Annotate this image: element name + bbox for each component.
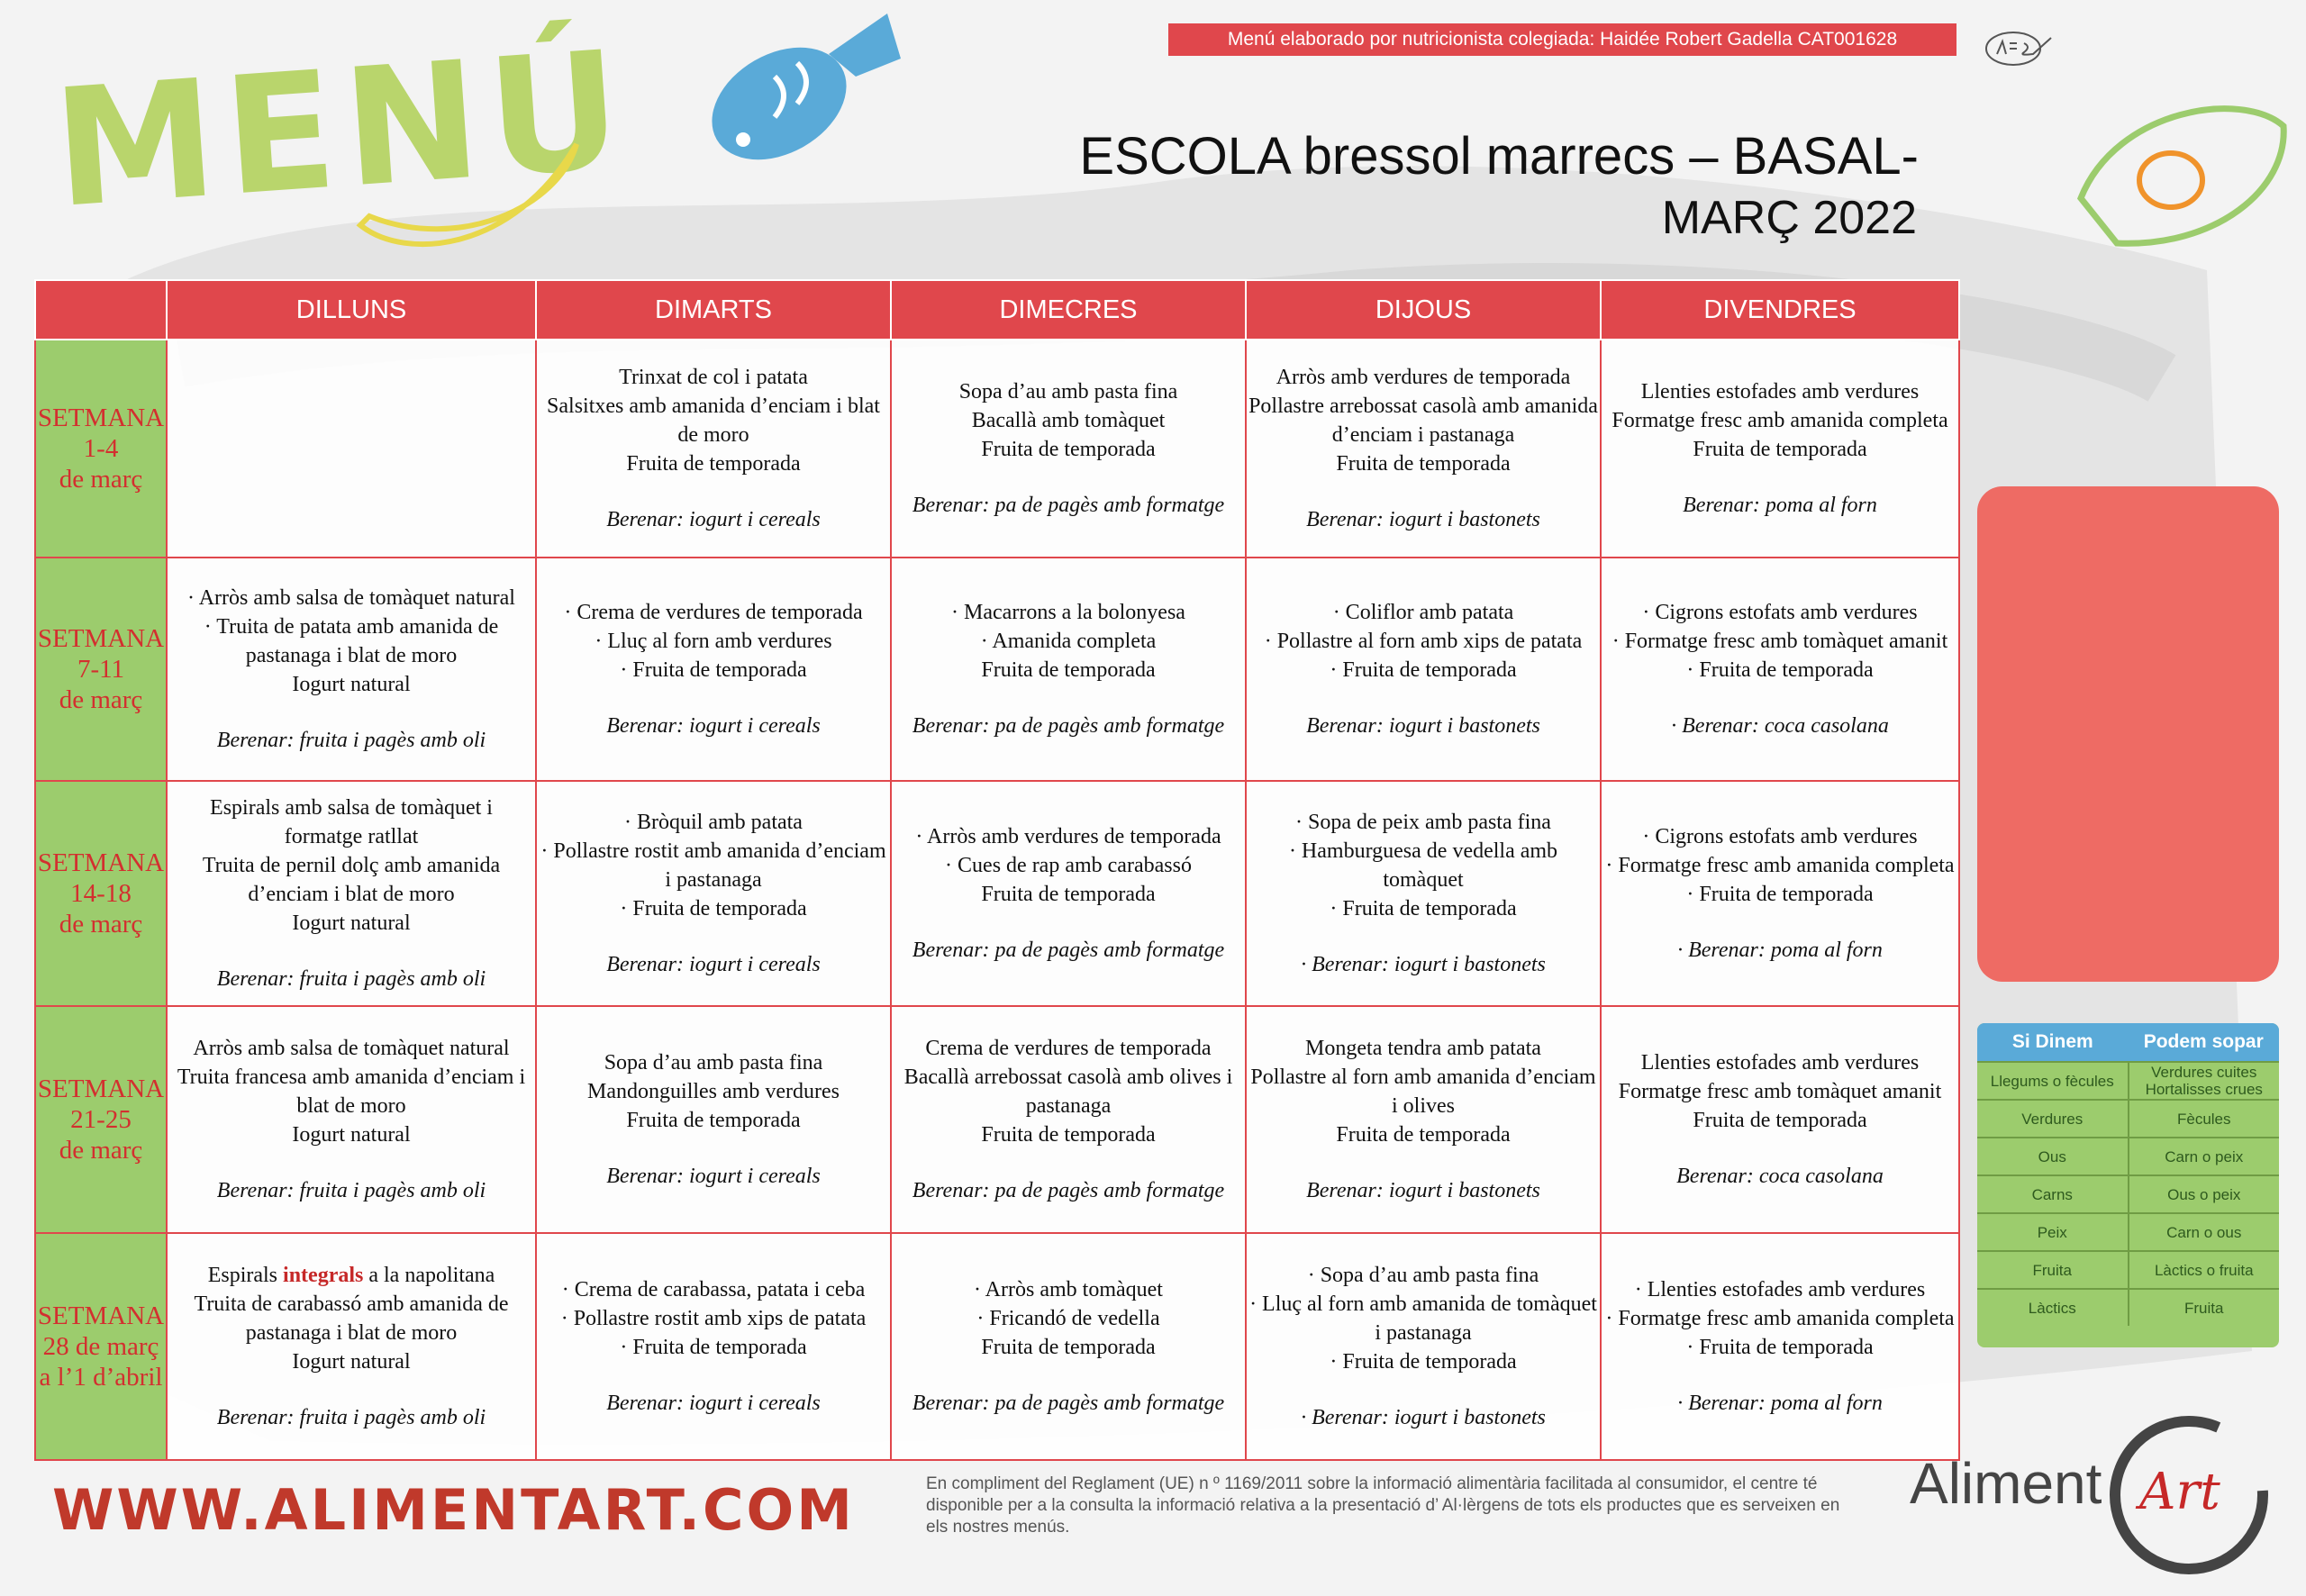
dish-line: · Amanida completa bbox=[980, 630, 1157, 653]
menu-cell bbox=[891, 558, 1246, 781]
week-label bbox=[35, 340, 167, 558]
dish-line: Fruita de temporada bbox=[1336, 452, 1511, 476]
snack-line: Berenar: iogurt i cereals bbox=[606, 1392, 821, 1415]
snack-line: Berenar: iogurt i cereals bbox=[606, 714, 821, 738]
dish-line: Fruita de temporada bbox=[981, 1336, 1156, 1359]
legend-row bbox=[1977, 1062, 2279, 1100]
dish-line: Fruita de temporada bbox=[1693, 438, 1867, 461]
dish-line: Llenties estofades amb verdures bbox=[1640, 380, 1920, 404]
dish-line: · Sopa de peix amb pasta fina bbox=[1295, 811, 1551, 834]
menu-cell bbox=[1601, 781, 1959, 1006]
menu-cell bbox=[167, 340, 536, 558]
snack-line: Berenar: pa de pagès amb formatge bbox=[912, 1179, 1225, 1202]
menu-cell bbox=[891, 340, 1246, 558]
dish-line: Mandonguilles amb verdures bbox=[587, 1080, 840, 1103]
menu-cell bbox=[891, 1006, 1246, 1233]
menu-logo: MENÚ bbox=[48, 15, 636, 245]
snack-line: Berenar: iogurt i cereals bbox=[606, 508, 821, 531]
dish-line: Fruita de temporada bbox=[626, 1109, 801, 1132]
dish-line: Fruita de temporada bbox=[981, 1123, 1156, 1147]
dish-line: Llenties estofades amb verdures bbox=[1640, 1051, 1920, 1075]
dish-line: · Arròs amb verdures de temporada bbox=[915, 825, 1221, 848]
menu-cell bbox=[1601, 1233, 1959, 1460]
page-title: ESCOLA bressol marrecs – BASAL- bbox=[1079, 127, 1919, 186]
week-label bbox=[35, 558, 167, 781]
dish-line: · Cigrons estofats amb verdures bbox=[1642, 825, 1918, 848]
dish-line: Fruita de temporada bbox=[1336, 1123, 1511, 1147]
snack-line: Berenar: iogurt i bastonets bbox=[1306, 508, 1540, 531]
allergen-legal-notice: En compliment del Reglament (UE) n º 1169/2011 sobre la informació alimentària facilitada al consumidor, el centre té disponible per a la consulta la informació relativa a la presentació d’ Al·lèrgens de tots els productes que es serveixen en els nostres menús. bbox=[926, 1474, 1840, 1537]
menu-cell bbox=[536, 781, 891, 1006]
header-corner bbox=[35, 280, 167, 340]
dish-line: Pollastre arrebossat casolà amb amanida d’enciam i pastanaga bbox=[1248, 394, 1598, 447]
legend-lunch-item: Verdures bbox=[1977, 1100, 2129, 1138]
dish-line: · Truita de patata amb amanida de pastanaga i blat de moro bbox=[204, 615, 499, 667]
dish-line: · Sopa d’au amb pasta fina bbox=[1307, 1264, 1539, 1287]
legend-dinner-item: Ous o peix bbox=[2129, 1175, 2280, 1213]
menu-cell bbox=[1246, 340, 1601, 558]
week-label bbox=[35, 1233, 167, 1460]
dish-line: · Fruita de temporada bbox=[1686, 883, 1874, 906]
dish-line: · Llenties estofades amb verdures bbox=[1634, 1278, 1926, 1301]
legend-header-lunch: Si Dinem bbox=[1977, 1023, 2129, 1062]
dish-line: · Crema de verdures de temporada bbox=[564, 601, 863, 624]
snack-line: Berenar: pa de pagès amb formatge bbox=[912, 1392, 1225, 1415]
week-label-line: SETMANA bbox=[37, 1301, 165, 1330]
dish-line: · Pollastre al forn amb xips de patata bbox=[1264, 630, 1583, 653]
week-row bbox=[35, 558, 1959, 781]
dish-line: · Fruita de temporada bbox=[620, 897, 807, 920]
legend-lunch-item: Llegums o fècules bbox=[1977, 1062, 2129, 1100]
week-label-line: de març bbox=[59, 685, 143, 714]
dish-line: · Bròquil amb patata bbox=[624, 811, 803, 834]
dish-line: Fruita de temporada bbox=[981, 438, 1156, 461]
dish-line: Iogurt natural bbox=[292, 673, 411, 696]
dish-line: · Fruita de temporada bbox=[1330, 1350, 1517, 1374]
legend-dinner-item: Carn o peix bbox=[2129, 1138, 2280, 1175]
day-header: DILLUNS bbox=[167, 280, 536, 340]
dish-line: · Cigrons estofats amb verdures bbox=[1642, 601, 1918, 624]
meal-pairing-legend bbox=[1977, 1023, 2279, 1347]
dish-line bbox=[169, 1261, 533, 1290]
menu-cell bbox=[536, 558, 891, 781]
dish-line: Formatge fresc amb amanida completa bbox=[1611, 409, 1948, 432]
week-label-line: 1-4 bbox=[83, 434, 119, 463]
menu-cell bbox=[1246, 1006, 1601, 1233]
menu-cell bbox=[1601, 340, 1959, 558]
week-label-line: de març bbox=[59, 910, 143, 939]
snack-line: · Berenar: poma al forn bbox=[1677, 1392, 1883, 1415]
snack-line: Berenar: fruita i pagès amb oli bbox=[216, 967, 486, 991]
banana-icon bbox=[351, 126, 604, 261]
day-header: DIMARTS bbox=[536, 280, 891, 340]
dish-line: Fruita de temporada bbox=[626, 452, 801, 476]
week-label-line: SETMANA bbox=[37, 624, 165, 653]
week-label-line: 21-25 bbox=[70, 1105, 132, 1134]
dish-line: · Fruita de temporada bbox=[1686, 1336, 1874, 1359]
legend-dinner-item: Fècules bbox=[2129, 1100, 2280, 1138]
snack-line: · Berenar: iogurt i bastonets bbox=[1301, 953, 1546, 976]
dish-line: · Macarrons a la bolonyesa bbox=[951, 601, 1185, 624]
legend-row bbox=[1977, 1100, 2279, 1138]
dish-line: Iogurt natural bbox=[292, 911, 411, 935]
dish-text: Espirals bbox=[207, 1264, 284, 1287]
snack-line: Berenar: pa de pagès amb formatge bbox=[912, 939, 1225, 962]
red-side-panel bbox=[1977, 486, 2279, 982]
legend-lunch-item: Làctics bbox=[1977, 1289, 2129, 1326]
page-subtitle: MARÇ 2022 bbox=[1661, 192, 1917, 244]
week-label-line: de març bbox=[59, 465, 143, 494]
legend-dinner-item: Fruita bbox=[2129, 1289, 2280, 1326]
dish-line: · Crema de carabassa, patata i ceba bbox=[561, 1278, 866, 1301]
dish-line: Trinxat de col i patata bbox=[619, 366, 808, 389]
menu-cell bbox=[167, 781, 536, 1006]
menu-cell bbox=[891, 781, 1246, 1006]
dish-line: Fruita de temporada bbox=[981, 883, 1156, 906]
snack-line: Berenar: fruita i pagès amb oli bbox=[216, 1406, 486, 1429]
snack-line: Berenar: iogurt i cereals bbox=[606, 953, 821, 976]
dish-line: Truita de pernil dolç amb amanida d’enciam i blat de moro bbox=[202, 854, 501, 906]
week-label-line: SETMANA bbox=[37, 404, 165, 432]
dish-line: · Lluç al forn amb amanida de tomàquet i pastanaga bbox=[1249, 1292, 1597, 1345]
dish-line: Bacallà arrebossat casolà amb olives i pastanaga bbox=[903, 1066, 1233, 1118]
menu-table bbox=[34, 279, 1960, 1461]
menu-cell bbox=[1601, 1006, 1959, 1233]
legend-dinner-item: Carn o ous bbox=[2129, 1213, 2280, 1251]
week-label bbox=[35, 1006, 167, 1233]
highlight-word: integrals bbox=[283, 1264, 364, 1287]
legend-row bbox=[1977, 1213, 2279, 1251]
week-label bbox=[35, 781, 167, 1006]
dish-line: Truita francesa amb amanida d’enciam i blat de moro bbox=[177, 1066, 526, 1118]
menu-cell bbox=[1601, 558, 1959, 781]
day-header: DIJOUS bbox=[1246, 280, 1601, 340]
dish-line: Truita de carabassó amb amanida de pastanaga i blat de moro bbox=[194, 1292, 509, 1345]
menu-cell bbox=[536, 340, 891, 558]
week-label-line: de març bbox=[59, 1136, 143, 1165]
dish-line: Iogurt natural bbox=[292, 1350, 411, 1374]
legend-dinner-item: Làctics o fruita bbox=[2129, 1251, 2280, 1289]
week-label-line: 28 de març bbox=[42, 1332, 159, 1361]
dish-line: Crema de verdures de temporada bbox=[925, 1037, 1212, 1060]
menu-cell bbox=[167, 558, 536, 781]
legend-header-dinner: Podem sopar bbox=[2129, 1023, 2280, 1062]
alimentart-ring-icon bbox=[2099, 1405, 2279, 1585]
menu-cell bbox=[1246, 1233, 1601, 1460]
snack-line: Berenar: pa de pagès amb formatge bbox=[912, 714, 1225, 738]
dish-line: · Fruita de temporada bbox=[620, 658, 807, 682]
week-row bbox=[35, 1006, 1959, 1233]
nutritionist-banner: Menú elaborado por nutricionista colegiada: Haidée Robert Gadella CAT001628 bbox=[1168, 23, 1956, 56]
week-row bbox=[35, 340, 1959, 558]
dish-line: · Fruita de temporada bbox=[1686, 658, 1874, 682]
dish-line: Bacallà amb tomàquet bbox=[971, 409, 1166, 432]
dish-line: Mongeta tendra amb patata bbox=[1305, 1037, 1541, 1060]
snack-line: Berenar: iogurt i bastonets bbox=[1306, 1179, 1540, 1202]
legend-lunch-item: Carns bbox=[1977, 1175, 2129, 1213]
menu-cell bbox=[167, 1006, 536, 1233]
legend-lunch-item: Ous bbox=[1977, 1138, 2129, 1175]
week-row bbox=[35, 781, 1959, 1006]
dish-line: Sopa d’au amb pasta fina bbox=[958, 380, 1178, 404]
menu-cell bbox=[167, 1233, 536, 1460]
dish-line: · Cues de rap amb carabassó bbox=[945, 854, 1192, 877]
legend-row bbox=[1977, 1289, 2279, 1326]
dish-line: · Formatge fresc amb amanida completa bbox=[1605, 854, 1955, 877]
dish-line: · Hamburguesa de vedella amb tomàquet bbox=[1288, 839, 1558, 892]
dish-line: · Formatge fresc amb tomàquet amanit bbox=[1611, 630, 1948, 653]
signature-stamp bbox=[1977, 20, 2058, 74]
snack-line: Berenar: coca casolana bbox=[1676, 1165, 1884, 1188]
dish-line: · Formatge fresc amb amanida completa bbox=[1605, 1307, 1955, 1330]
snack-line: Berenar: fruita i pagès amb oli bbox=[216, 1179, 486, 1202]
dish-line: · Pollastre rostit amb xips de patata bbox=[560, 1307, 867, 1330]
week-label-line: 7-11 bbox=[77, 655, 125, 684]
snack-line: Berenar: poma al forn bbox=[1683, 494, 1877, 517]
menu-cell bbox=[1246, 781, 1601, 1006]
dish-line: · Arròs amb salsa de tomàquet natural bbox=[187, 586, 515, 610]
brand-art-script: Art bbox=[2139, 1463, 2220, 1521]
week-label-line: SETMANA bbox=[37, 1075, 165, 1103]
dish-line: Arròs amb verdures de temporada bbox=[1276, 366, 1571, 389]
dish-line: Pollastre al forn amb amanida d’enciam i olives bbox=[1250, 1066, 1596, 1118]
dish-line: Formatge fresc amb tomàquet amanit bbox=[1618, 1080, 1942, 1103]
dish-text: a la napolitana bbox=[363, 1264, 495, 1287]
dish-line: · Fricandó de vedella bbox=[976, 1307, 1160, 1330]
fish-icon bbox=[694, 5, 910, 176]
snack-line: · Berenar: coca casolana bbox=[1671, 714, 1889, 738]
day-header: DIMECRES bbox=[891, 280, 1246, 340]
menu-cell bbox=[536, 1006, 891, 1233]
dish-line: Iogurt natural bbox=[292, 1123, 411, 1147]
dish-line: · Pollastre rostit amb amanida d’enciam i pastanaga bbox=[540, 839, 886, 892]
legend-lunch-item: Peix bbox=[1977, 1213, 2129, 1251]
dish-line: Fruita de temporada bbox=[981, 658, 1156, 682]
days-header-row bbox=[35, 280, 1959, 340]
legend-row bbox=[1977, 1251, 2279, 1289]
dish-line: · Fruita de temporada bbox=[1330, 658, 1517, 682]
dish-line: Salsitxes amb amanida d’enciam i blat de moro bbox=[547, 394, 880, 447]
dish-line: Espirals amb salsa de tomàquet i formatge ratllat bbox=[210, 796, 493, 848]
avocado-icon bbox=[2063, 90, 2297, 261]
snack-line: · Berenar: iogurt i bastonets bbox=[1301, 1406, 1546, 1429]
dish-line: Sopa d’au amb pasta fina bbox=[604, 1051, 823, 1075]
dish-line: · Arròs amb tomàquet bbox=[974, 1278, 1163, 1301]
legend-row bbox=[1977, 1138, 2279, 1175]
dish-line: · Fruita de temporada bbox=[620, 1336, 807, 1359]
week-row bbox=[35, 1233, 1959, 1460]
dish-line: Fruita de temporada bbox=[1693, 1109, 1867, 1132]
snack-line: Berenar: fruita i pagès amb oli bbox=[216, 729, 486, 752]
snack-line: · Berenar: poma al forn bbox=[1677, 939, 1883, 962]
brand-name: Aliment bbox=[1910, 1451, 2102, 1516]
week-label-line: SETMANA bbox=[37, 848, 165, 877]
snack-line: Berenar: pa de pagès amb formatge bbox=[912, 494, 1225, 517]
dish-line: · Coliflor amb patata bbox=[1332, 601, 1514, 624]
legend-dinner-item: Verdures cuites Hortalisses crues bbox=[2129, 1062, 2280, 1100]
day-header: DIVENDRES bbox=[1601, 280, 1959, 340]
alimentart-logo bbox=[1910, 1450, 2102, 1517]
dish-line: · Lluç al forn amb verdures bbox=[595, 630, 832, 653]
snack-line: Berenar: iogurt i cereals bbox=[606, 1165, 821, 1188]
website-url: WWW.ALIMENTART.COM bbox=[52, 1477, 855, 1543]
menu-cell bbox=[891, 1233, 1246, 1460]
legend-row bbox=[1977, 1175, 2279, 1213]
week-label-line: a l’1 d’abril bbox=[39, 1363, 163, 1392]
week-label-line: 14-18 bbox=[70, 879, 132, 908]
legend-lunch-item: Fruita bbox=[1977, 1251, 2129, 1289]
dish-line: Arròs amb salsa de tomàquet natural bbox=[193, 1037, 510, 1060]
menu-cell bbox=[536, 1233, 891, 1460]
dish-line: · Fruita de temporada bbox=[1330, 897, 1517, 920]
menu-cell bbox=[1246, 558, 1601, 781]
snack-line: Berenar: iogurt i bastonets bbox=[1306, 714, 1540, 738]
